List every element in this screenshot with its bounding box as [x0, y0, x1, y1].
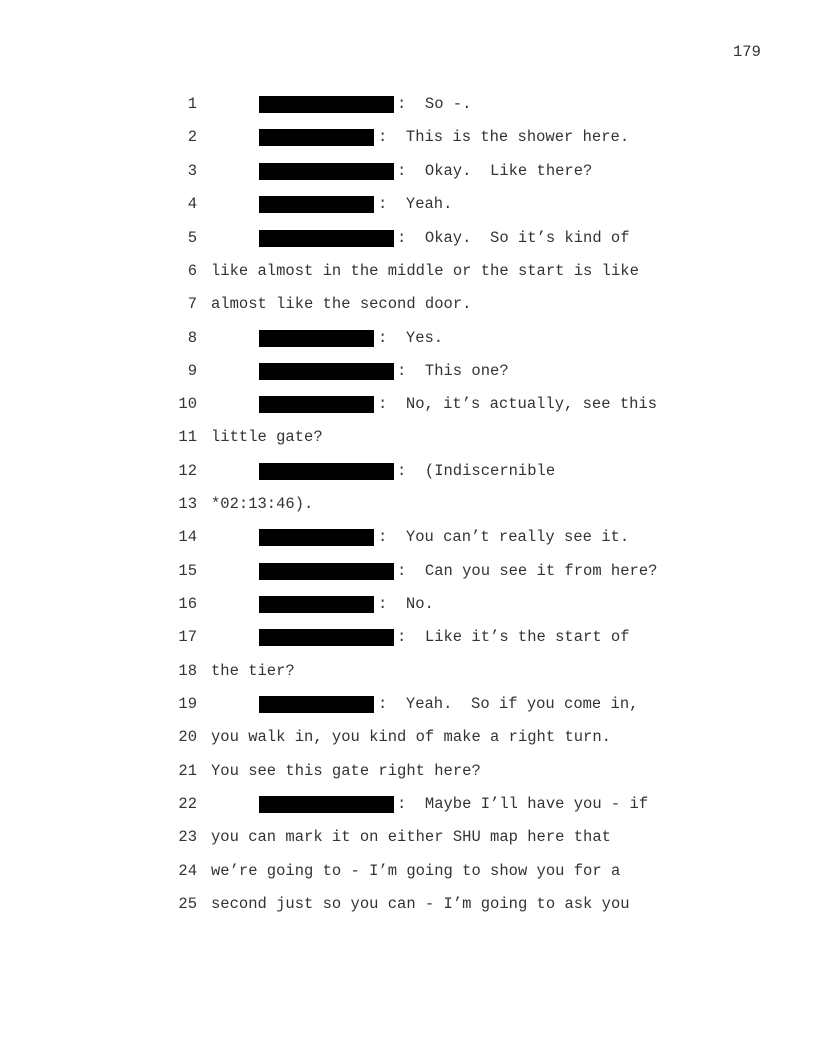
transcript-line [0, 127, 816, 147]
transcript-line [0, 594, 816, 614]
line-number: 3 [187, 162, 197, 180]
transcript-line [0, 894, 816, 914]
transcript-line [0, 94, 816, 114]
redacted-speaker-name [259, 129, 374, 146]
transcript-line [0, 394, 816, 414]
transcript-line [0, 527, 816, 547]
line-text: : Okay. Like there? [397, 162, 593, 180]
line-number: 1 [187, 95, 197, 113]
line-number: 11 [178, 428, 197, 446]
redacted-speaker-name [259, 696, 374, 713]
line-text: : Can you see it from here? [397, 562, 658, 580]
redacted-speaker-name [259, 563, 394, 580]
redacted-speaker-name [259, 230, 394, 247]
line-text: : So -. [397, 95, 472, 113]
line-number: 12 [178, 462, 197, 480]
line-number: 16 [178, 595, 197, 613]
transcript-line [0, 294, 816, 314]
transcript-line [0, 794, 816, 814]
redacted-speaker-name [259, 196, 374, 213]
redacted-speaker-name [259, 629, 394, 646]
transcript-line [0, 661, 816, 681]
line-number: 25 [178, 895, 197, 913]
transcript-line [0, 694, 816, 714]
transcript-line [0, 228, 816, 248]
line-text: : Okay. So it’s kind of [397, 229, 630, 247]
transcript-line [0, 461, 816, 481]
transcript-line [0, 161, 816, 181]
redacted-speaker-name [259, 330, 374, 347]
line-number: 8 [187, 329, 197, 347]
line-number: 6 [187, 262, 197, 280]
redacted-speaker-name [259, 596, 374, 613]
transcript-line [0, 494, 816, 514]
line-text: you walk in, you kind of make a right turn. [211, 728, 611, 746]
line-number: 19 [178, 695, 197, 713]
line-number: 15 [178, 562, 197, 580]
transcript-line [0, 261, 816, 281]
line-text: : No. [378, 595, 434, 613]
line-text: : Yes. [378, 329, 444, 347]
line-number: 18 [178, 662, 197, 680]
line-text: : No, it’s actually, see this [378, 395, 658, 413]
line-text: : Like it’s the start of [397, 628, 630, 646]
transcript-line [0, 328, 816, 348]
line-text: we’re going to - I’m going to show you for a [211, 862, 621, 880]
redacted-speaker-name [259, 96, 394, 113]
line-text: the tier? [211, 662, 295, 680]
redacted-speaker-name [259, 796, 394, 813]
transcript-line [0, 194, 816, 214]
line-text: You see this gate right here? [211, 762, 481, 780]
transcript-line [0, 861, 816, 881]
line-text: second just so you can - I’m going to ask you [211, 895, 630, 913]
line-text: : (Indiscernible [397, 462, 556, 480]
transcript-line [0, 427, 816, 447]
line-number: 14 [178, 528, 197, 546]
line-text: : This one? [397, 362, 509, 380]
line-number: 21 [178, 762, 197, 780]
line-number: 24 [178, 862, 197, 880]
line-text: : You can’t really see it. [378, 528, 630, 546]
page-number: 179 [733, 43, 761, 61]
transcript-line [0, 827, 816, 847]
redacted-speaker-name [259, 363, 394, 380]
redacted-speaker-name [259, 163, 394, 180]
redacted-speaker-name [259, 529, 374, 546]
line-text: little gate? [211, 428, 323, 446]
line-text: you can mark it on either SHU map here that [211, 828, 611, 846]
line-number: 9 [187, 362, 197, 380]
transcript-line [0, 727, 816, 747]
line-number: 17 [178, 628, 197, 646]
line-number: 20 [178, 728, 197, 746]
line-text: almost like the second door. [211, 295, 472, 313]
transcript-line [0, 361, 816, 381]
line-text: *02:13:46). [211, 495, 314, 513]
line-text: : Yeah. [378, 195, 453, 213]
line-number: 5 [187, 229, 197, 247]
line-number: 4 [187, 195, 197, 213]
redacted-speaker-name [259, 396, 374, 413]
transcript-line [0, 627, 816, 647]
transcript-line [0, 761, 816, 781]
line-text: like almost in the middle or the start is like [211, 262, 639, 280]
line-number: 13 [178, 495, 197, 513]
redacted-speaker-name [259, 463, 394, 480]
line-text: : This is the shower here. [378, 128, 630, 146]
line-number: 7 [187, 295, 197, 313]
line-text: : Maybe I’ll have you - if [397, 795, 649, 813]
line-text: : Yeah. So if you come in, [378, 695, 639, 713]
line-number: 22 [178, 795, 197, 813]
line-number: 2 [187, 128, 197, 146]
line-number: 23 [178, 828, 197, 846]
line-number: 10 [178, 395, 197, 413]
transcript-line [0, 561, 816, 581]
